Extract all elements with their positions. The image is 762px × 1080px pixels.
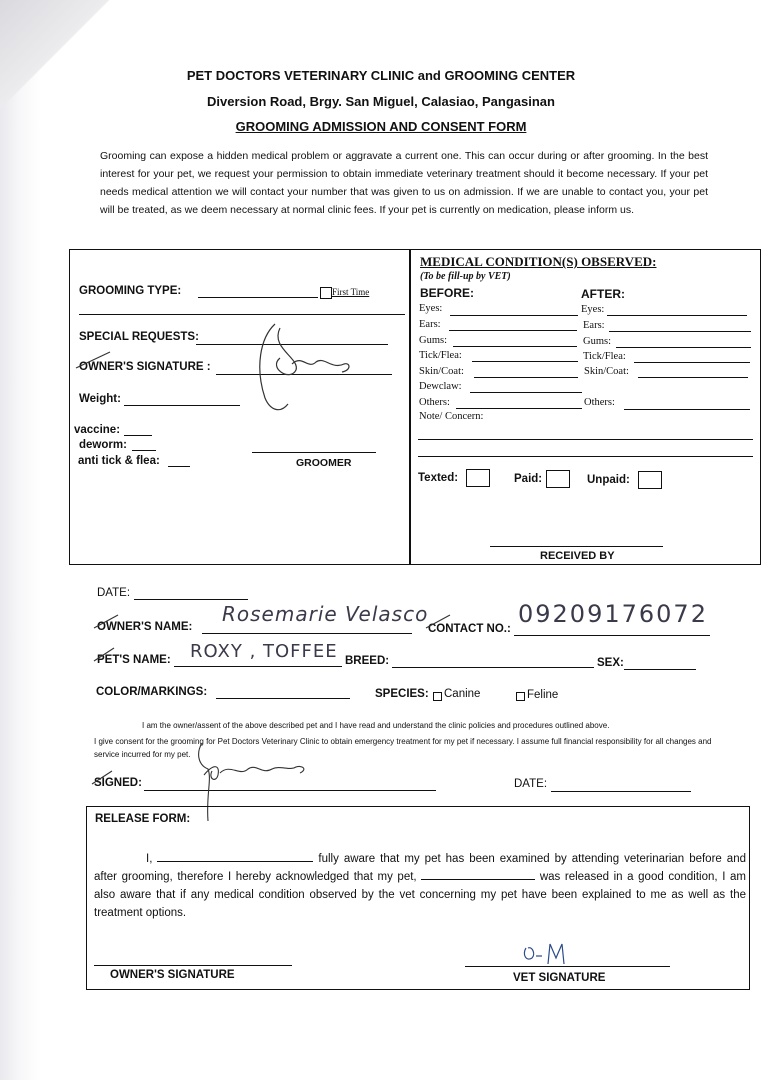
note-line-1[interactable] xyxy=(418,439,753,440)
consent-line-1: I am the owner/assent of the above described pet and I have read and understand the clinic policies and procedures outlined above. xyxy=(142,721,610,730)
pet-name-strike xyxy=(92,645,118,665)
owner-name-value: Rosemarie Velasco xyxy=(222,602,429,626)
pet-name-value: ROXY , TOFFEE xyxy=(190,641,338,662)
before-eyes-field[interactable] xyxy=(450,315,578,316)
owner-signature-label: OWNER'S SIGNATURE : xyxy=(79,361,211,373)
after-ears-label: Ears: xyxy=(583,320,605,331)
vet-initials-scribble xyxy=(520,938,580,968)
release-text xyxy=(94,850,746,922)
species-label: SPECIES: xyxy=(375,688,429,700)
release-text-b: fully aware that my pet has been examined by attending veterinarian before and after grooming, therefore I hereby acknowledged that my pet, xyxy=(94,853,746,883)
unpaid-label: Unpaid: xyxy=(587,474,630,486)
anti-tick-label: anti tick & flea: xyxy=(78,455,160,467)
before-ears-label: Ears: xyxy=(419,319,441,330)
release-owner-signature-label: OWNER'S SIGNATURE xyxy=(110,969,235,981)
pet-name-label: PET'S NAME: xyxy=(97,654,171,666)
weight-field[interactable] xyxy=(124,405,240,406)
after-tick-field[interactable] xyxy=(634,362,750,363)
first-time-checkbox[interactable] xyxy=(320,287,332,299)
clinic-address: Diversion Road, Brgy. San Miguel, Calasiao, Pangasinan xyxy=(207,94,555,109)
release-text-c: was released in a good condition, I am also aware that if any medical condition observed by the vet concerning my pet have been explained to me as well as the treatment options. xyxy=(94,871,746,919)
owner-name-label: OWNER'S NAME: xyxy=(97,621,193,633)
before-heading: BEFORE: xyxy=(420,286,474,300)
before-skin-label: Skin/Coat: xyxy=(419,366,464,377)
vaccine-field[interactable] xyxy=(124,435,152,436)
signed-strike xyxy=(90,768,116,788)
paid-checkbox[interactable] xyxy=(546,470,570,488)
clinic-name: PET DOCTORS VETERINARY CLINIC and GROOMING CENTER xyxy=(186,68,576,83)
before-others-label: Others: xyxy=(419,397,450,408)
release-title: RELEASE FORM: xyxy=(95,813,191,825)
medical-title: MEDICAL CONDITION(S) OBSERVED: xyxy=(420,254,657,269)
paid-label: Paid: xyxy=(514,473,543,485)
received-by-line[interactable] xyxy=(490,546,663,547)
contact-field[interactable] xyxy=(514,635,710,636)
before-dewclaw-field[interactable] xyxy=(470,392,582,393)
note-concern-label: Note/ Concern: xyxy=(419,411,484,422)
before-others-field[interactable] xyxy=(456,408,582,409)
after-skin-label: Skin/Coat: xyxy=(584,366,629,377)
form-title: GROOMING ADMISSION AND CONSENT FORM xyxy=(235,119,527,134)
breed-label: BREED: xyxy=(345,655,390,667)
before-gums-field[interactable] xyxy=(453,346,577,347)
date2-label: DATE: xyxy=(514,778,548,790)
release-owner-name-field[interactable] xyxy=(157,861,313,862)
sex-label: SEX: xyxy=(597,657,624,669)
deworm-label: deworm: xyxy=(79,439,127,451)
before-ears-field[interactable] xyxy=(449,330,577,331)
release-vet-signature-label: VET SIGNATURE xyxy=(513,972,606,984)
consent-line-2: I give consent for the grooming for Pet Doctors Veterinary Clinic to obtain emergency treatment for my pet if necessary. I assume full financial responsibility for all changes and service incurred for my pet. xyxy=(94,737,712,759)
texted-label: Texted: xyxy=(418,472,459,484)
owner-name-field[interactable] xyxy=(202,633,412,634)
contact-label: CONTACT NO.: xyxy=(428,623,511,635)
contact-value: 09209176072 xyxy=(518,600,708,628)
date-field[interactable] xyxy=(134,599,248,600)
grooming-type-label: GROOMING TYPE: xyxy=(79,285,182,297)
after-eyes-field[interactable] xyxy=(607,315,747,316)
after-gums-label: Gums: xyxy=(583,336,612,347)
after-skin-field[interactable] xyxy=(638,377,748,378)
anti-tick-field[interactable] xyxy=(168,466,190,467)
date-label: DATE: xyxy=(97,587,131,599)
after-gums-field[interactable] xyxy=(616,347,751,348)
sex-field[interactable] xyxy=(624,669,696,670)
canine-label: Canine xyxy=(444,688,481,700)
after-eyes-label: Eyes: xyxy=(581,304,605,315)
before-gums-label: Gums: xyxy=(419,335,448,346)
grooming-type-line-2[interactable] xyxy=(79,314,405,315)
before-dewclaw-label: Dewclaw: xyxy=(419,381,462,392)
special-requests-label: SPECIAL REQUESTS: xyxy=(79,331,199,343)
color-field[interactable] xyxy=(216,698,350,699)
groomer-signature-line[interactable] xyxy=(252,452,376,453)
release-text-a: I, xyxy=(146,853,153,865)
after-others-field[interactable] xyxy=(624,409,750,410)
feline-label: Feline xyxy=(527,689,559,701)
note-line-2[interactable] xyxy=(418,456,753,457)
after-heading: AFTER: xyxy=(581,287,625,301)
groomer-label: GROOMER xyxy=(296,457,352,469)
before-eyes-label: Eyes: xyxy=(419,303,443,314)
medical-subtitle: (To be fill-up by VET) xyxy=(420,271,511,282)
signed-label: SIGNED: xyxy=(94,777,142,789)
canine-checkbox[interactable] xyxy=(433,692,442,701)
vaccine-label: vaccine: xyxy=(74,424,121,436)
date2-field[interactable] xyxy=(551,791,691,792)
before-tick-label: Tick/Flea: xyxy=(419,350,462,361)
pet-name-field[interactable] xyxy=(174,666,342,667)
after-tick-label: Tick/Flea: xyxy=(583,351,626,362)
owner-name-strike xyxy=(92,612,122,632)
release-owner-signature-line[interactable] xyxy=(94,965,292,966)
received-by-label: RECEIVED BY xyxy=(540,550,615,562)
after-others-label: Others: xyxy=(584,397,615,408)
feline-checkbox[interactable] xyxy=(516,692,525,701)
texted-checkbox[interactable] xyxy=(466,469,490,487)
before-skin-field[interactable] xyxy=(474,377,578,378)
color-label: COLOR/MARKINGS: xyxy=(96,686,208,698)
before-tick-field[interactable] xyxy=(472,361,578,362)
intro-paragraph: Grooming can expose a hidden medical problem or aggravate a current one. This can occur during or after grooming. In the best interest for your pet, we request your permission to obtain immediate veterinary treatment should it become necessary. If your pet needs medical attention we will contact your number that was given to us on admission. If we are unable to contact you, your pet will be treated, as we deem necessary at normal clinic fees. If your pet is currently on medication, please inform us. xyxy=(100,150,708,216)
weight-label: Weight: xyxy=(79,393,121,405)
contact-strike xyxy=(424,612,454,632)
grooming-type-field[interactable] xyxy=(198,297,318,298)
unpaid-checkbox[interactable] xyxy=(638,471,662,489)
after-ears-field[interactable] xyxy=(609,331,751,332)
deworm-field[interactable] xyxy=(132,450,156,451)
column-divider xyxy=(409,249,411,565)
first-time-label: First Time xyxy=(332,287,370,297)
breed-field[interactable] xyxy=(392,667,594,668)
release-pet-name-field[interactable] xyxy=(421,879,535,880)
